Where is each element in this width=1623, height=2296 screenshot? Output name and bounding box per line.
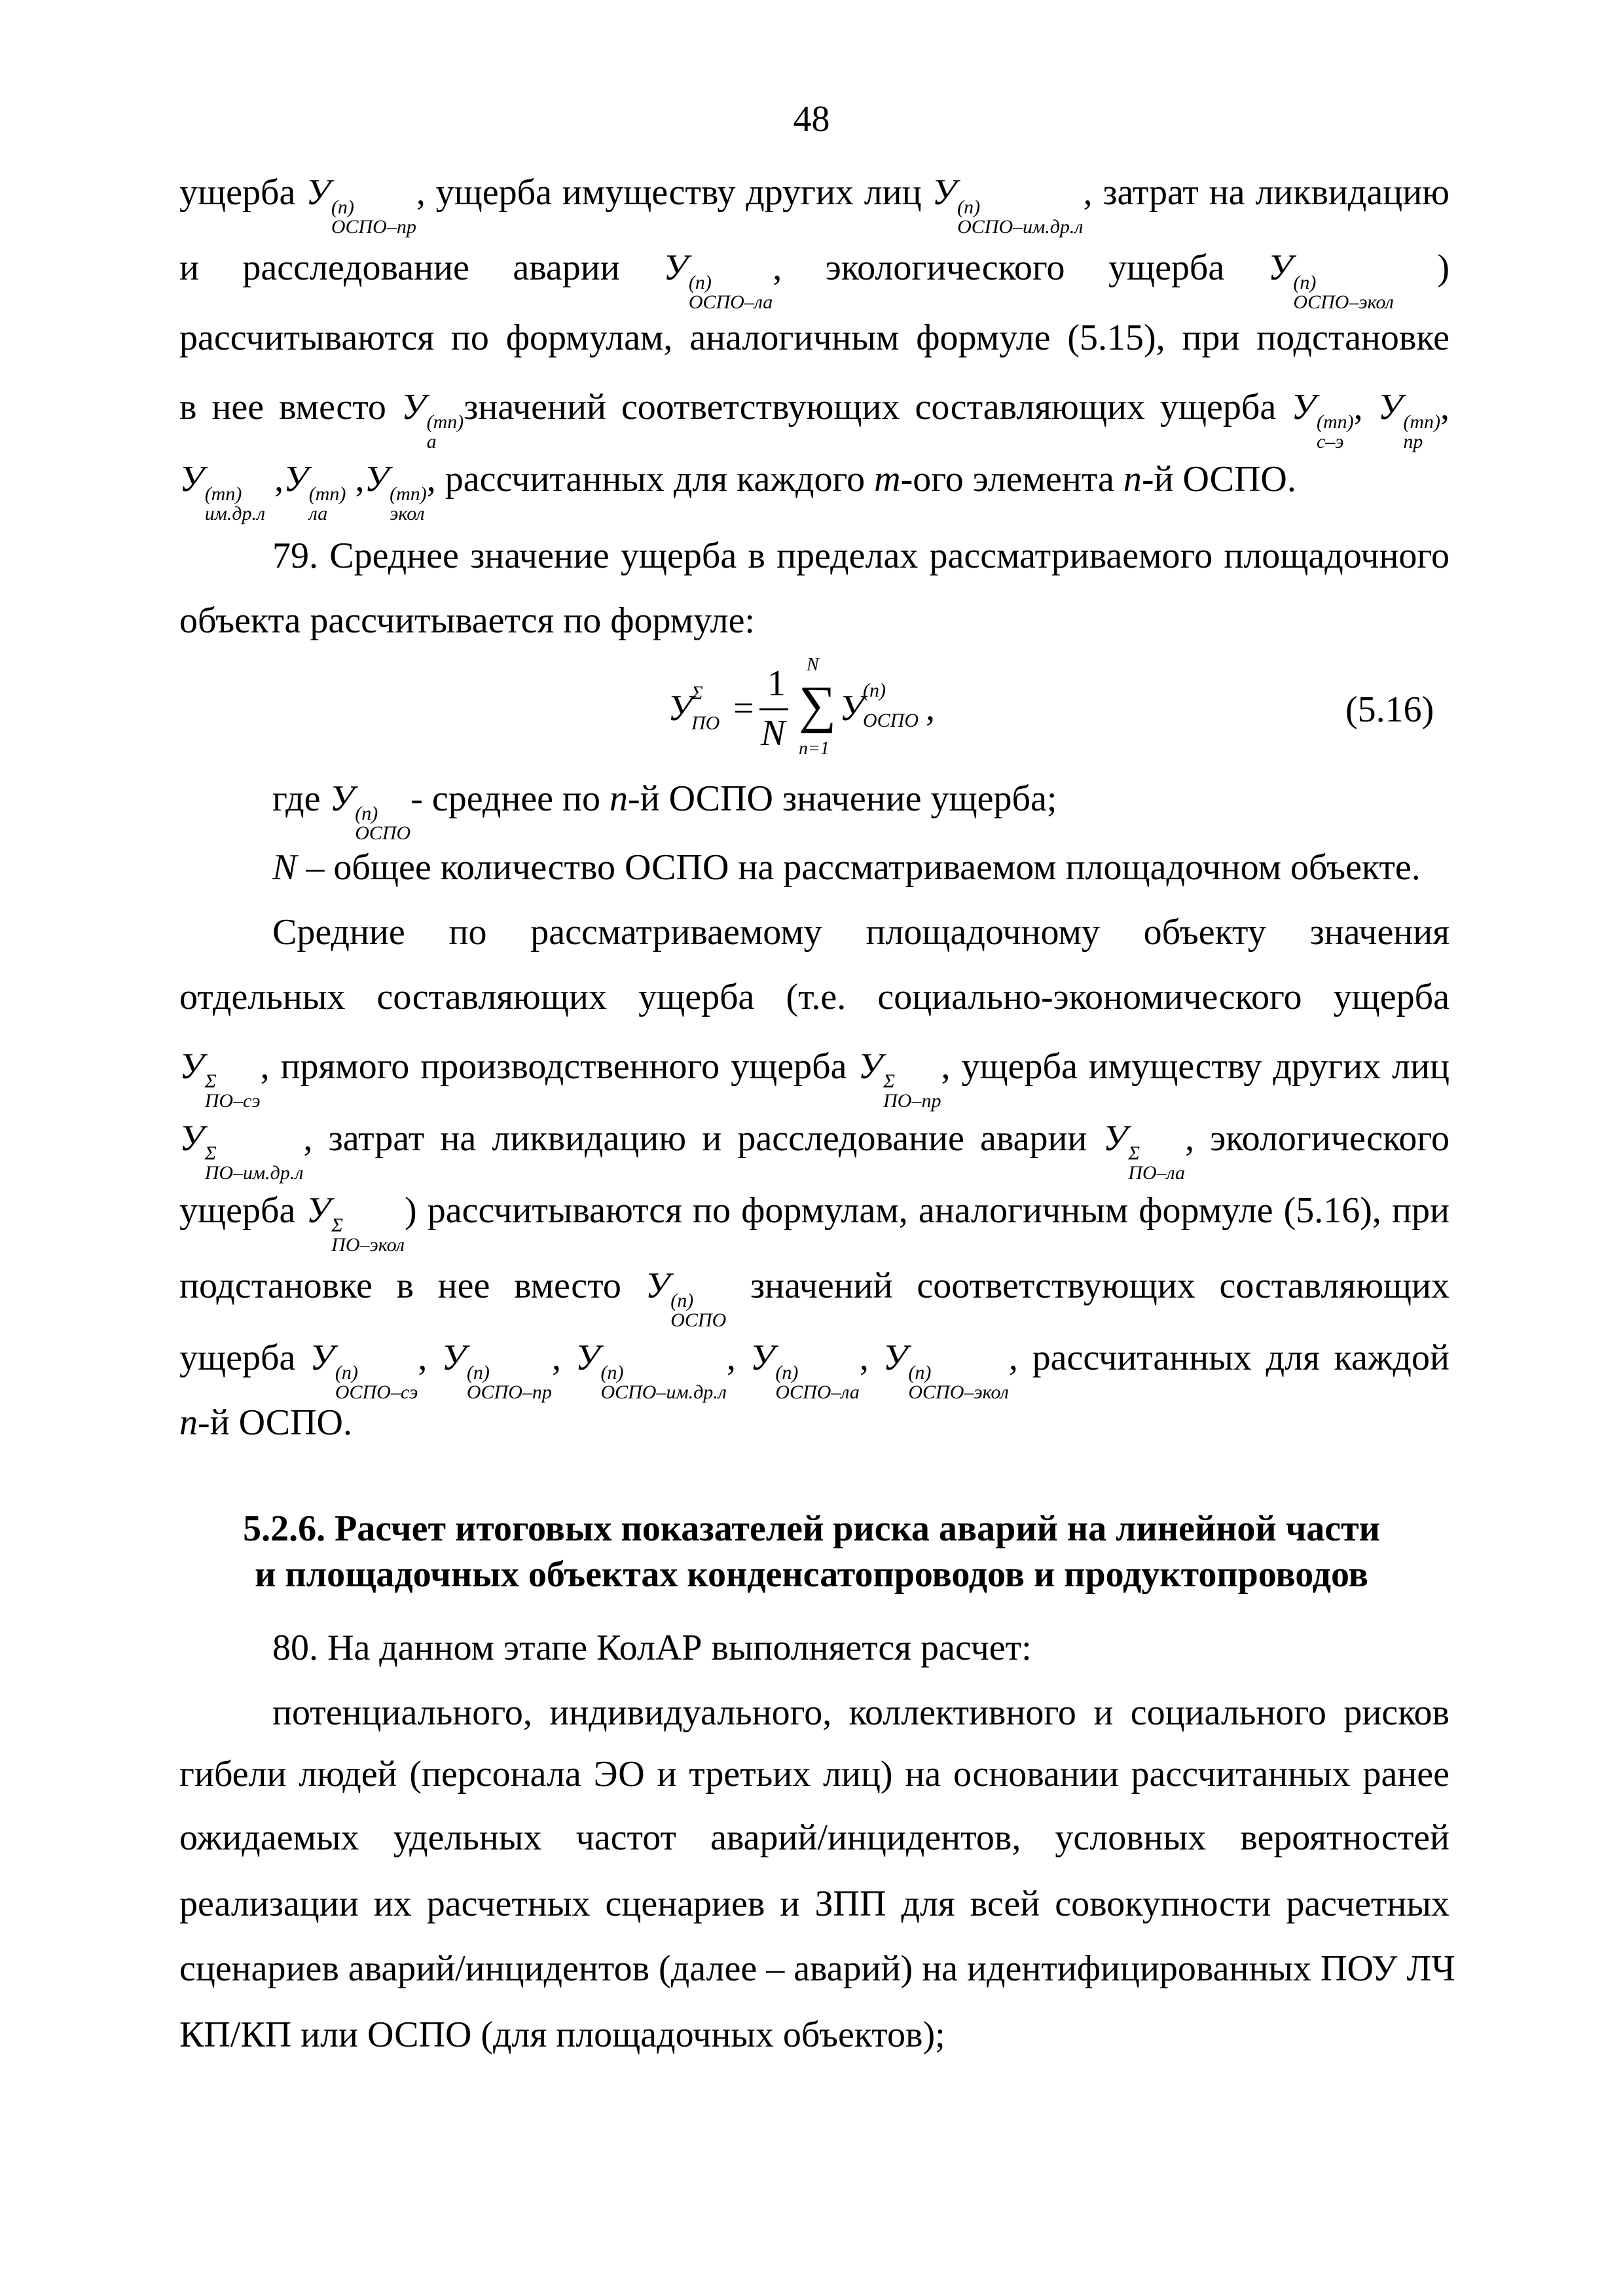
math-symbol <box>858 1040 941 1111</box>
math-symbol <box>575 1332 727 1402</box>
text-line <box>272 530 1450 582</box>
math-subscript: ОСПО <box>355 822 411 844</box>
page-number: 48 <box>793 99 830 139</box>
math-base: У <box>1377 387 1403 428</box>
math-base: У <box>179 1118 204 1159</box>
math-superscript: (mn) <box>1403 411 1440 433</box>
text-segment: ожидаемых удельных частот аварий/инцидентов, условных вероятностей <box>179 1817 1450 1858</box>
text-segment: значений соответствующих составляющих ущерба <box>464 387 1292 428</box>
text-line <box>179 971 1450 1023</box>
math-symbol <box>883 1332 1009 1402</box>
formula-equals: = <box>733 688 754 729</box>
math-superscript: (mn) <box>426 411 464 433</box>
text-segment: , ущерба имуществу других лиц <box>941 1046 1450 1087</box>
math-superscript: (n) <box>331 196 354 218</box>
math-superscript: (mn) <box>204 483 242 505</box>
math-superscript: (n) <box>908 1362 932 1383</box>
math-symbol <box>310 1332 418 1402</box>
text-line <box>272 906 1450 958</box>
math-subscript: пр <box>1403 431 1423 452</box>
math-symbol <box>401 381 464 452</box>
math-symbol <box>179 1040 261 1111</box>
text-segment: 80. На данном этапе КолАР выполняется расчет: <box>272 1628 1032 1668</box>
math-base: У <box>932 172 957 213</box>
math-symbol <box>283 453 346 524</box>
text-segment: , экологического ущерба <box>773 247 1268 288</box>
text-line <box>179 1184 1450 1256</box>
math-subscript: ОСПО–сэ <box>335 1381 418 1403</box>
math-base: У <box>663 247 688 288</box>
math-base: У <box>179 1046 204 1087</box>
text-segment: подстановке в нее вместо <box>179 1266 646 1306</box>
math-base: У <box>575 1338 600 1378</box>
text-segment: в нее вместо <box>179 387 401 428</box>
text-segment: – общее количество ОСПО на рассматриваемом площадочном объекте. <box>297 847 1421 888</box>
math-subscript: ла <box>308 503 328 524</box>
math-base: У <box>1103 1118 1128 1159</box>
italic-variable: N <box>272 847 297 888</box>
math-symbol <box>1103 1112 1185 1183</box>
formula-term-base: У <box>839 688 864 729</box>
text-segment: , <box>1440 387 1450 428</box>
math-base: У <box>364 459 390 500</box>
formula-lhs-sub: ПО <box>691 712 720 734</box>
math-base: У <box>1291 387 1316 428</box>
math-base: У <box>883 1338 908 1378</box>
text-segment: -й ОСПО. <box>1141 459 1296 500</box>
text-line <box>179 1260 1450 1331</box>
text-segment: КП/КП или ОСПО (для площадочных объектов); <box>179 2014 945 2055</box>
sum-sign: ∑ <box>799 676 837 734</box>
text-line <box>179 594 1450 647</box>
text-segment: сценариев аварий/инцидентов (далее – аварий) на идентифицированных ПОУ ЛЧ <box>179 1948 1455 1989</box>
formula-comma: , <box>926 688 935 729</box>
text-segment: ущерба <box>179 1190 306 1231</box>
math-subscript: а <box>426 431 437 452</box>
math-symbol <box>1268 242 1394 312</box>
text-line <box>179 1332 1450 1403</box>
text-segment: ущерба <box>179 1338 310 1378</box>
math-superscript: (n) <box>600 1362 624 1383</box>
text-line <box>179 453 1450 524</box>
text-segment: объекта рассчитывается по формуле: <box>179 600 755 641</box>
math-superscript: (mn) <box>390 483 427 505</box>
text-line <box>179 242 1450 313</box>
text-segment: 79. Среднее значение ущерба в пределах рассматриваемого площадочного <box>272 536 1450 576</box>
text-segment: значений соответствующих составляющих <box>726 1266 1450 1306</box>
math-superscript: (n) <box>355 803 378 824</box>
math-base: У <box>310 1338 335 1378</box>
section-heading-line-1: 5.2.6. Расчет итоговых показателей риска аварий на линейной части <box>243 1508 1380 1549</box>
math-superscript: (n) <box>466 1362 490 1383</box>
text-segment: , затрат на ликвидацию и расследование аварии <box>303 1118 1103 1159</box>
math-symbol <box>179 1112 303 1183</box>
math-subscript: ОСПО–им.др.л <box>957 216 1084 238</box>
formula-number: (5.16) <box>1345 689 1434 730</box>
text-segment: где <box>272 778 330 819</box>
math-subscript: ОСПО <box>670 1309 727 1331</box>
math-subscript: экол <box>390 503 425 524</box>
text-segment: рассчитываются по формулам, аналогичным формуле (5.15), при подстановке <box>179 318 1450 358</box>
sum-lower-limit: n=1 <box>799 738 830 759</box>
text-line <box>179 381 1450 452</box>
math-base: У <box>645 1266 670 1306</box>
text-line <box>179 1112 1450 1184</box>
math-base: У <box>750 1338 775 1378</box>
text-segment: -й ОСПО. <box>198 1402 352 1443</box>
math-subscript: ПО–пр <box>883 1090 941 1112</box>
formula-numerator: 1 <box>767 663 786 704</box>
math-base: У <box>306 1190 331 1231</box>
math-base: У <box>441 1338 466 1378</box>
text-segment: , рассчитанных для каждой <box>1008 1338 1450 1378</box>
math-base: У <box>179 459 204 500</box>
text-segment: ущерба <box>179 172 306 213</box>
text-segment: Средние по рассматриваемому площадочному объекту значения <box>272 912 1450 953</box>
math-subscript: с–э <box>1316 431 1344 452</box>
math-subscript: ОСПО–ла <box>688 291 773 313</box>
math-symbol <box>646 1260 727 1330</box>
formula-term-sup: (n) <box>863 680 886 701</box>
math-subscript: ПО–экол <box>331 1234 405 1256</box>
math-subscript: ОСПО–пр <box>466 1381 552 1403</box>
text-segment: отдельных составляющих ущерба (т.е. социально-экономического ущерба <box>179 977 1450 1017</box>
math-superscript: Σ <box>883 1070 895 1092</box>
fraction-bar <box>759 708 788 710</box>
text-segment: , затрат на ликвидацию <box>1083 172 1450 213</box>
text-line <box>179 1878 1450 1930</box>
math-base: У <box>401 387 426 428</box>
text-line <box>272 773 1450 844</box>
math-superscript: (n) <box>1293 272 1317 293</box>
math-base: У <box>858 1046 883 1087</box>
text-line <box>179 1748 1450 1800</box>
math-subscript: ОСПО–им.др.л <box>600 1381 727 1403</box>
math-superscript: (n) <box>775 1362 799 1383</box>
math-subscript: ПО–им.др.л <box>204 1162 304 1184</box>
math-superscript: (n) <box>688 272 712 293</box>
text-segment: , <box>1353 387 1378 428</box>
math-symbol <box>1291 381 1353 452</box>
formula-lhs-base: У <box>668 688 693 729</box>
math-superscript: (mn) <box>308 483 346 505</box>
text-segment: , рассчитанных для каждого <box>426 459 875 500</box>
text-segment: , ущерба имуществу других лиц <box>416 172 932 213</box>
text-segment: , экологического <box>1185 1118 1450 1159</box>
math-base: У <box>329 778 355 819</box>
text-line <box>179 1812 1450 1864</box>
math-superscript: Σ <box>1128 1142 1140 1164</box>
text-line <box>179 1040 1450 1112</box>
math-symbol <box>330 773 411 843</box>
math-base: У <box>283 459 308 500</box>
math-symbol <box>663 242 773 312</box>
math-symbol <box>1378 381 1440 452</box>
math-base: У <box>1267 247 1293 288</box>
text-segment: , <box>346 459 365 500</box>
text-line <box>272 841 1450 894</box>
math-subscript: ОСПО–пр <box>331 216 416 238</box>
math-superscript: Σ <box>204 1070 217 1092</box>
math-subscript: ПО–ла <box>1128 1162 1186 1184</box>
italic-variable: n <box>1123 459 1142 500</box>
math-subscript: ПО–сэ <box>204 1090 261 1112</box>
math-symbol <box>750 1332 860 1402</box>
text-segment: - среднее по <box>410 778 610 819</box>
math-superscript: (n) <box>957 196 981 218</box>
text-segment: реализации их расчетных сценариев и ЗПП для всей совокупности расчетных <box>179 1884 1450 1924</box>
text-segment: , <box>551 1338 575 1378</box>
text-line <box>179 2009 1450 2061</box>
math-subscript: ОСПО–ла <box>775 1381 860 1403</box>
italic-variable: m <box>874 459 901 500</box>
text-segment: ) рассчитываются по формулам, аналогичным формуле (5.16), при <box>404 1190 1450 1231</box>
text-line <box>179 166 1450 238</box>
formula-lhs-sup: Σ <box>691 682 703 704</box>
text-segment: -ого элемента <box>900 459 1123 500</box>
text-segment: , <box>265 459 284 500</box>
sum-upper-limit: N <box>807 655 819 675</box>
text-segment: потенциального, индивидуального, коллективного и социального рисков <box>272 1692 1450 1733</box>
math-subscript: ОСПО–экол <box>908 1381 1009 1403</box>
math-subscript: им.др.л <box>204 503 266 524</box>
text-line <box>179 312 1450 364</box>
math-symbol <box>306 1184 404 1255</box>
text-line <box>272 1686 1450 1739</box>
text-line <box>179 1396 1450 1449</box>
math-subscript: ОСПО–экол <box>1293 291 1394 313</box>
text-segment: , <box>418 1338 442 1378</box>
text-segment: , <box>726 1338 750 1378</box>
text-segment: , <box>859 1338 883 1378</box>
text-segment: гибели людей (персонала ЭО и третьих лиц) на основании рассчитанных ранее <box>179 1754 1450 1795</box>
math-superscript: (mn) <box>1316 411 1354 433</box>
math-symbol <box>179 453 265 524</box>
formula-term-sub: ОСПО <box>863 710 919 731</box>
formula-denominator: N <box>761 713 786 754</box>
math-base: У <box>306 172 331 213</box>
italic-variable: n <box>610 778 628 819</box>
math-symbol <box>306 166 416 237</box>
section-heading-line-2: и площадочных объектах конденсатопроводов и продуктопроводов <box>255 1554 1368 1595</box>
text-segment: , прямого производственного ущерба <box>260 1046 858 1087</box>
math-superscript: (n) <box>335 1362 358 1383</box>
text-segment: -й ОСПО значение ущерба; <box>628 778 1057 819</box>
text-segment: и расследование аварии <box>179 247 664 288</box>
math-symbol <box>932 166 1083 237</box>
math-superscript: (n) <box>670 1290 694 1311</box>
math-superscript: Σ <box>204 1142 217 1164</box>
text-line <box>179 1942 1455 1995</box>
text-line <box>272 1622 1450 1674</box>
math-superscript: Σ <box>331 1214 343 1236</box>
italic-variable: n <box>179 1402 198 1443</box>
text-segment: ) <box>1393 247 1450 288</box>
math-symbol <box>364 453 426 524</box>
math-symbol <box>441 1332 552 1402</box>
